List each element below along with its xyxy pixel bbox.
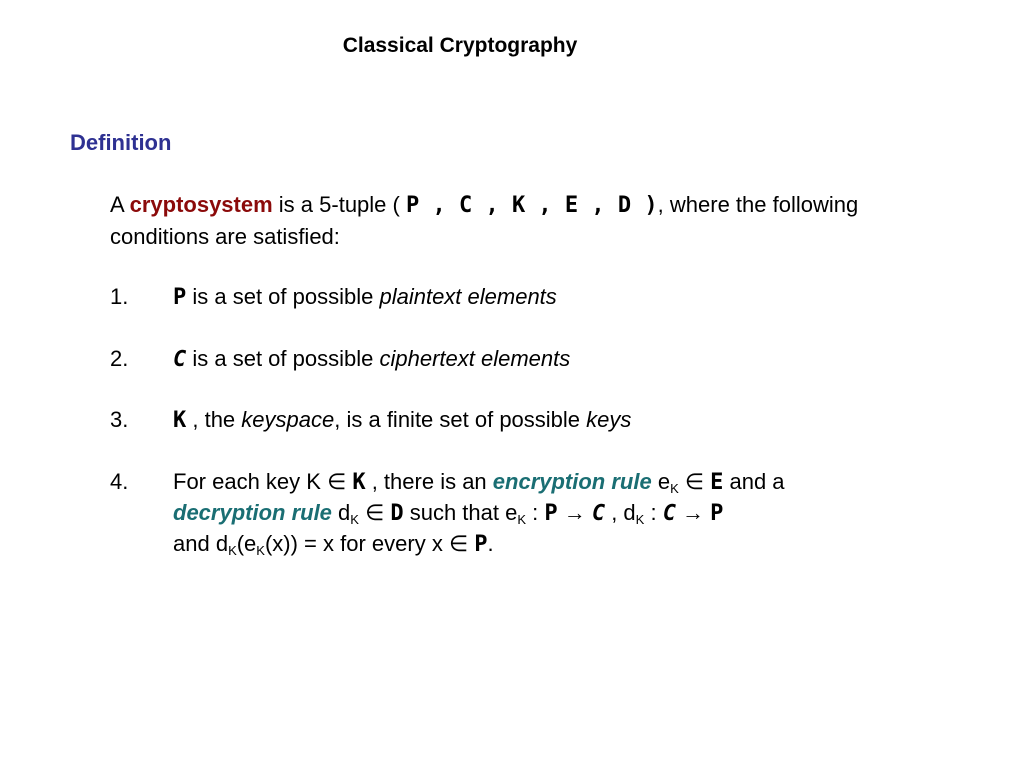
item-4-l2-comma: , d [605,500,636,525]
item-4-l1-d: and a [723,469,785,494]
definition-heading: Definition [70,130,172,155]
item-4-l1-a: For each key K ∈ [173,469,353,494]
intro-line-2: conditions are satisfied: [110,224,340,249]
item-4-l2-arrow2: → [675,500,711,525]
item-3 [173,407,631,434]
intro-a: A [110,192,124,217]
item-3-symbol: K [173,408,187,433]
item-4-l1-K: K [352,470,366,495]
item-4-line-2 [173,500,723,527]
item-4-l2-D: D [390,501,404,526]
item-4-l2-sub3: K [635,512,645,527]
item-4-l2-arrow: → [557,500,592,525]
item-4-l2-such: such that e [403,500,518,525]
encryption-rule-term: encryption rule [492,469,652,494]
item-4-l1-e: e [651,469,671,494]
item-1-symbol: P [173,285,187,310]
item-4-l2-colon: : [526,500,545,525]
item-4-l2-C: C [591,501,606,526]
item-4-l3-c: (x)) = x for every x [264,531,449,556]
item-4-l2-in: ∈ [358,500,391,525]
item-1-text: is a set of possible [186,284,380,309]
item-2-text: is a set of possible [186,346,380,371]
intro-tail: , where the following [657,192,859,217]
item-2 [173,346,570,373]
item-4-l1-sub: K [670,481,679,496]
item-4-l3-dot: . [487,531,494,556]
item-4-l2-sub2: K [517,512,527,527]
item-4-l2-P: P [544,501,558,526]
item-4-l2-colon2: : [644,500,663,525]
item-4-l3-b: (e [236,531,257,556]
item-4-l2-sub: K [350,512,359,527]
item-4-number: 4. [110,469,129,494]
page-title: Classical Cryptography [342,34,578,57]
tuple-symbols: P , C , K , E , D ) [405,193,658,218]
item-3-number: 3. [110,407,129,432]
item-4-l3-sub2: K [256,543,265,558]
item-4-line-1 [173,469,785,496]
item-2-number: 2. [110,346,129,371]
item-4-l3-a: and d [173,531,229,556]
item-4-l2-d: d [331,500,351,525]
item-1-number: 1. [110,284,129,309]
item-4-line-3 [173,531,494,558]
intro-line-1 [110,192,858,219]
item-4-l2-C2: C [662,501,676,526]
item-4-l1-b: , there is an [365,469,493,494]
item-3-emphasis: keyspace [241,407,335,432]
item-2-symbol: C [173,347,187,372]
decryption-rule-term: decryption rule [173,500,332,525]
cryptosystem-term: cryptosystem [129,192,273,217]
item-4-l2-P2: P [710,501,724,526]
item-3-text: , the [186,407,242,432]
intro-mid: is a 5-tuple ( [278,192,400,217]
item-3-emphasis-2: keys [586,407,632,432]
item-4-l3-in: ∈ [448,531,475,556]
item-3-tail: , is a finite set of possible [334,407,587,432]
item-2-emphasis: ciphertext elements [379,346,571,371]
item-1 [173,284,557,311]
item-4-l3-sub1: K [228,543,237,558]
item-4-l1-E: E [710,470,724,495]
item-4-l3-P: P [474,532,488,557]
item-1-emphasis: plaintext elements [379,284,557,309]
item-4-l1-c: ∈ [678,469,711,494]
